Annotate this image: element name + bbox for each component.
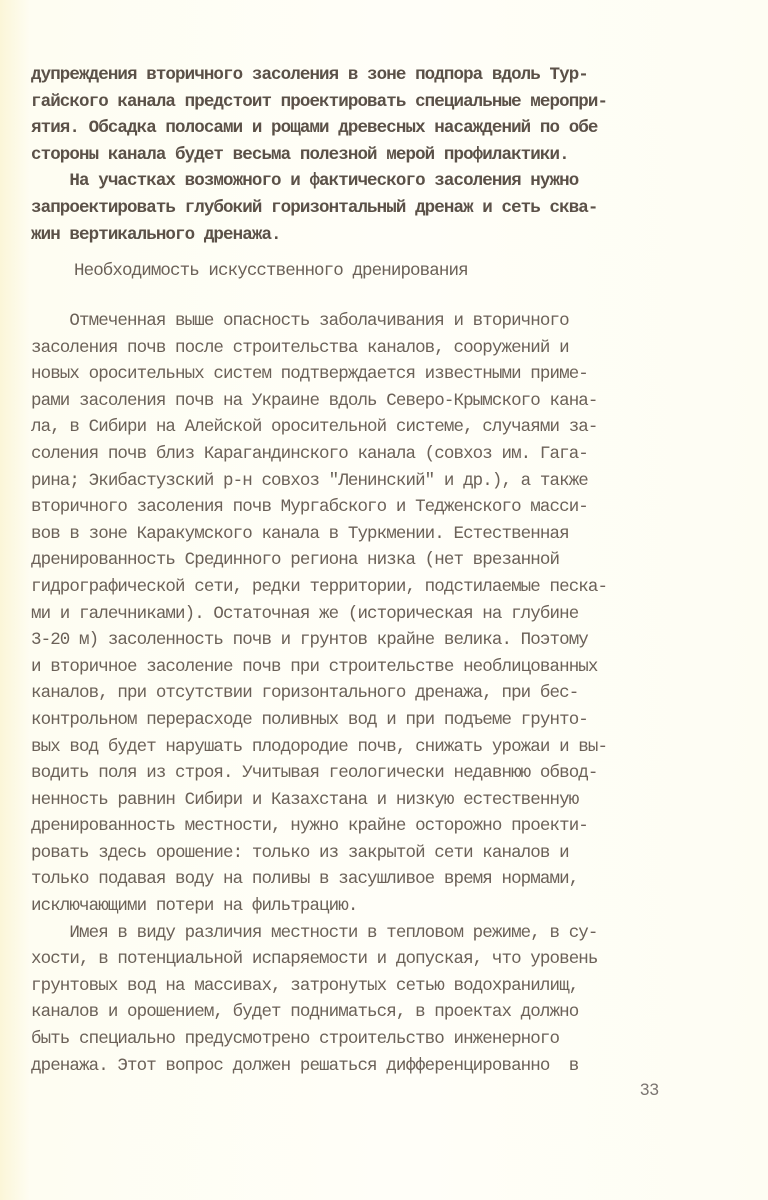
text-line: дренированность местности, нужно крайне осторожно проекти- — [31, 816, 588, 837]
text-line: гидрографической сети, редки территории, подстилаемые песка- — [31, 576, 608, 597]
text-line: вторичного засоления почв Мургабского и Тедженского масси- — [31, 497, 588, 518]
section-heading: Необходимость искусственного дренирования — [74, 261, 468, 281]
text-line: дупреждения вторичного засоления в зоне подпора вдоль Тур- — [31, 65, 588, 85]
text-line: исключающими потери на фильтрацию. — [31, 896, 358, 917]
text-line: соления почв близ Карагандинского канала (совхоз им. Гага- — [31, 443, 588, 464]
paragraph-top — [31, 62, 691, 248]
text-line: 3-20 м) засоленность почв и грунтов крайне велика. Поэтому — [31, 630, 588, 651]
text-line: ятия. Обсадка полосами и рощами древесных насаждений по обе — [31, 118, 598, 139]
text-line: ровать здесь орошение: только из закрытой сети каналов и — [31, 842, 569, 863]
text-line: каналов и орошением, будет подниматься, в проектах должно — [31, 1002, 579, 1023]
text-line: вов в зоне Каракумского канала в Туркмении. Естественная — [31, 523, 569, 544]
text-line: На участках возможного и фактического засоления нужно — [31, 171, 579, 192]
text-line: быть специально предусмотрено строительство инженерного — [31, 1029, 560, 1050]
text-line: рами засоления почв на Украине вдоль Северо-Крымского кана- — [31, 390, 598, 411]
text-line: ненность равнин Сибири и Казахстана и низкую естественную — [31, 789, 579, 810]
text-line: засоления почв после строительства каналов, сооружений и — [31, 337, 569, 358]
text-line: только подавая воду на поливы в засушливое время нормами, — [31, 869, 579, 890]
text-line: дренажа. Этот вопрос должен решаться дифференцированно в — [31, 1055, 579, 1076]
text-line: и вторичное засоление почв при строительстве необлицованных — [31, 656, 598, 677]
text-line: грунтовых вод на массивах, затронутых сетью водохранилищ, — [31, 975, 579, 996]
text-line: контрольном перерасходе поливных вод и при подъеме грунто- — [31, 709, 588, 730]
text-line: дренированность Срединного региона низка (нет врезанной — [31, 550, 560, 571]
text-line: стороны канала будет весьма полезной мерой профилактики. — [31, 144, 569, 165]
page-number: 33 — [640, 1080, 659, 1099]
text-line: рина; Экибастузский р-н совхоз "Ленинский" и др.), а также — [31, 470, 588, 491]
text-line: жин вертикального дренажа. — [31, 224, 281, 245]
text-line: гайского канала предстоит проектировать специальные меропри- — [31, 91, 608, 112]
paragraph-body — [31, 308, 711, 1079]
text-line: хости, в потенциальной испаряемости и допуская, что уровень — [31, 949, 598, 970]
text-line: водить поля из строя. Учитывая геологически недавнюю обвод- — [31, 763, 598, 784]
text-line: вых вод будет нарушать плодородие почв, снижать урожаи и вы- — [31, 736, 608, 757]
text-line: Отмеченная выше опасность заболачивания и вторичного — [31, 311, 569, 331]
text-line: ла, в Сибири на Алейской оросительной системе, случаями за- — [31, 417, 598, 438]
text-line: запроектировать глубокий горизонтальный дренаж и сеть сква- — [31, 197, 598, 218]
text-line: Имея в виду различия местности в тепловом режиме, в су- — [31, 922, 598, 943]
text-line: ми и галечниками). Остаточная же (историческая на глубине — [31, 603, 579, 624]
text-line: каналов, при отсутствии горизонтального дренажа, при бес- — [31, 683, 579, 704]
text-line: новых оросительных систем подтверждается известными приме- — [31, 364, 588, 385]
